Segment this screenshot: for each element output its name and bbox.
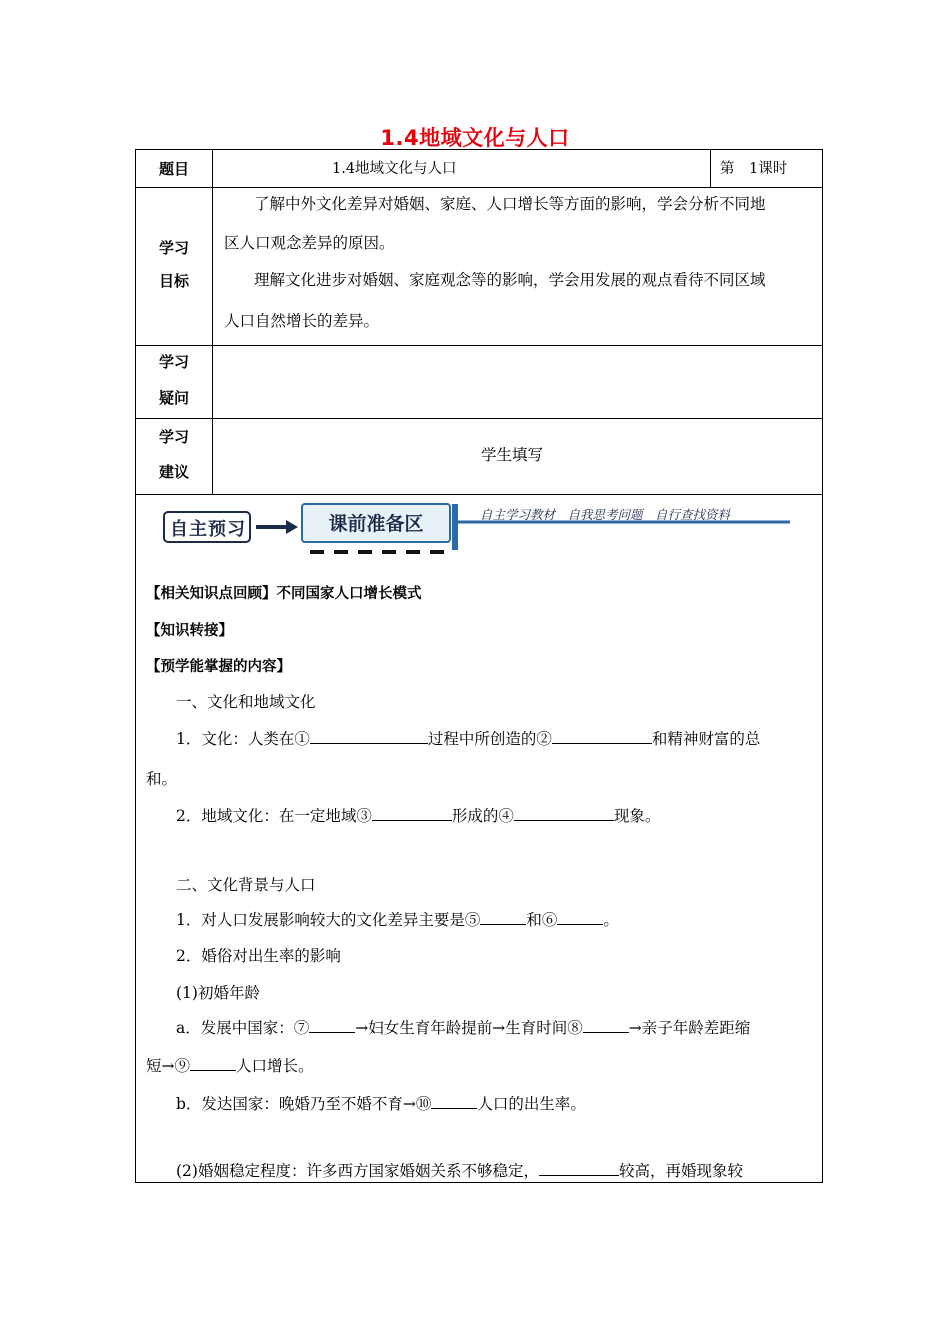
goals-label-line1: 学习 bbox=[158, 239, 189, 257]
lesson-number: 第 1课时 bbox=[720, 161, 788, 177]
suggest-label-line2: 建议 bbox=[158, 463, 189, 481]
section2-sub1: (1)初婚年龄 bbox=[176, 984, 260, 1002]
questions-label-line2: 疑问 bbox=[158, 389, 189, 407]
section2-b-line bbox=[176, 1092, 586, 1114]
goals-label-line2: 目标 bbox=[158, 272, 189, 290]
s1i1-text-b: 过程中所创造的② bbox=[427, 730, 552, 748]
label-column-divider bbox=[212, 150, 213, 494]
s1i1-text-c: 和精神财富的总 bbox=[651, 730, 761, 748]
goals-para1-line2: 区人口观念差异的原因。 bbox=[224, 234, 395, 252]
section2-sub2 bbox=[176, 1159, 743, 1181]
preview-content-heading: 【预学能掌握的内容】 bbox=[146, 659, 291, 675]
knowledge-review: 【相关知识点回顾】不同国家人口增长模式 bbox=[146, 586, 422, 602]
section1-title: 一、文化和地域文化 bbox=[176, 693, 316, 711]
s1i1-text-a: 1．文化：人类在① bbox=[176, 730, 310, 748]
section2-item1 bbox=[176, 908, 619, 930]
preview-banner bbox=[162, 500, 812, 560]
s2a-text-3: →亲子年龄差距缩 bbox=[628, 1019, 751, 1037]
s2b-text-2: 人口的出生率。 bbox=[477, 1095, 586, 1113]
banner-slogan: 自主学习教材 自我思考问题 自行查找资料 bbox=[480, 507, 731, 522]
blank-7[interactable] bbox=[309, 1018, 355, 1033]
s1i2-text-c: 现象。 bbox=[613, 807, 661, 825]
blank-9[interactable] bbox=[190, 1056, 236, 1071]
suggest-value: 学生填写 bbox=[481, 446, 544, 464]
blank-5[interactable] bbox=[480, 910, 526, 925]
lesson-column-divider bbox=[710, 150, 711, 187]
s2a-text-5: 人口增长。 bbox=[236, 1057, 314, 1075]
s2i1-text-a: 1．对人口发展影响较大的文化差异主要是⑤ bbox=[176, 911, 481, 929]
goals-para1-line1: 了解中外文化差异对婚姻、家庭、人口增长等方面的影响，学会分析不同地 bbox=[254, 195, 766, 213]
s1i2-text-b: 形成的④ bbox=[451, 807, 514, 825]
s1i2-text-a: 2．地域文化：在一定地域③ bbox=[176, 807, 372, 825]
s2a-text-4: 短→⑨ bbox=[146, 1057, 190, 1075]
s2s2-text-a: (2)婚姻稳定程度：许多西方国家婚姻关系不够稳定， bbox=[176, 1162, 539, 1180]
blank-1[interactable] bbox=[310, 729, 428, 744]
s2a-text-2: →妇女生育年龄提前→生育时间⑧ bbox=[355, 1019, 583, 1037]
blank-3[interactable] bbox=[372, 806, 452, 821]
s2i1-text-c: 。 bbox=[603, 911, 619, 929]
blank-6[interactable] bbox=[557, 910, 603, 925]
blank-8[interactable] bbox=[583, 1018, 629, 1033]
document-title: 1.4地域文化与人口 bbox=[380, 126, 570, 150]
s2i1-text-b: 和⑥ bbox=[526, 911, 558, 929]
s2b-text-1: b．发达国家：晚婚乃至不婚不育→⑩ bbox=[176, 1095, 432, 1113]
row-divider-2 bbox=[136, 345, 822, 346]
topic-label: 题目 bbox=[158, 160, 189, 178]
goals-para2-line1: 理解文化进步对婚姻、家庭观念等的影响，学会用发展的观点看待不同区域 bbox=[254, 271, 766, 289]
knowledge-transition: 【知识转接】 bbox=[146, 623, 233, 639]
suggest-label-line1: 学习 bbox=[158, 428, 189, 446]
questions-label-line1: 学习 bbox=[158, 353, 189, 371]
blank-2[interactable] bbox=[552, 729, 652, 744]
section1-item2 bbox=[176, 804, 660, 826]
section2-item2: 2．婚俗对出生率的影响 bbox=[176, 947, 341, 965]
s2s2-text-b: 较高，再婚现象较 bbox=[618, 1162, 743, 1180]
row-divider-3 bbox=[136, 418, 822, 419]
lesson-table bbox=[135, 149, 823, 1183]
section1-item1-cont: 和。 bbox=[146, 770, 178, 788]
section2-a-line2 bbox=[146, 1054, 314, 1076]
blank-4[interactable] bbox=[514, 806, 614, 821]
section2-title: 二、文化背景与人口 bbox=[176, 876, 316, 894]
banner-left-text: 自主预习 bbox=[170, 519, 246, 540]
section2-a-line1 bbox=[176, 1016, 750, 1038]
section1-item1 bbox=[176, 727, 760, 749]
goals-para2-line2: 人口自然增长的差异。 bbox=[224, 312, 380, 330]
row-divider-4 bbox=[136, 494, 822, 495]
blank-10[interactable] bbox=[431, 1094, 477, 1109]
topic-value: 1.4地域文化与人口 bbox=[332, 161, 457, 177]
blank-11[interactable] bbox=[539, 1161, 619, 1176]
s2a-text-1: a．发展中国家：⑦ bbox=[176, 1019, 310, 1037]
banner-zone-text: 课前准备区 bbox=[328, 513, 424, 535]
